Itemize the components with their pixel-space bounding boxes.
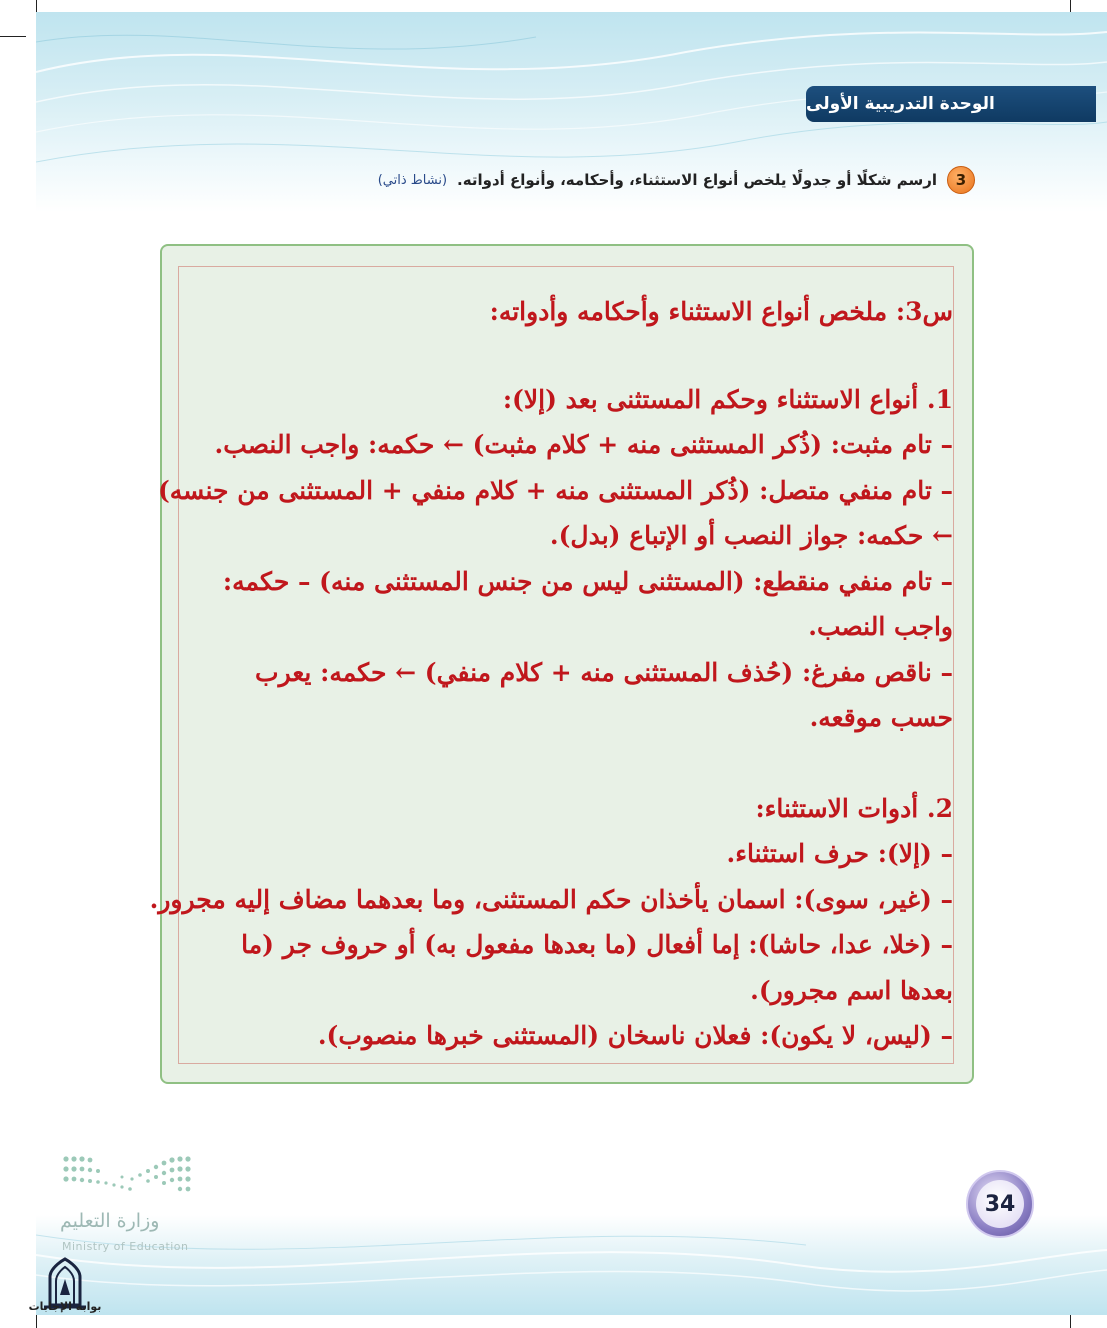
ministry-logo-icon (62, 1155, 196, 1197)
answer-line: ← حكمه: جواز النصب أو الإتباع (بدل). (549, 521, 953, 550)
crop-mark (0, 36, 26, 37)
ministry-name-english: Ministry of Education (62, 1240, 189, 1253)
answer-line: – (غير، سوى): اسمان يأخذان حكم المستثنى، وما بعدهما مضاف إليه مجرور. (149, 884, 953, 914)
answer-content (149, 266, 954, 1064)
page-number-badge (966, 1170, 1034, 1238)
page-number: 34 (976, 1180, 1024, 1228)
answer-line: – (إلا): حرف استثناء. (726, 839, 953, 868)
answer-line: – ناقص مفرغ: (حُذف المستثنى منه + كلام منفي) ← حكمه: يعرب (255, 657, 953, 687)
question-tag: (نشاط ذاتي) (377, 172, 448, 188)
answer-line: – (ليس، لا يكون): فعلان ناسخان (المستثنى خبرها منصوب). (317, 1021, 953, 1050)
answer-spacer (185, 741, 953, 786)
unit-title: الوحدة التدريبية الأولى (806, 94, 995, 114)
unit-title-banner (806, 86, 1096, 122)
answer-title: س3: ملخص أنواع الاستثناء وأحكامه وأدواته: (489, 297, 953, 326)
answer-line: حسب موقعه. (809, 703, 953, 732)
answer-line: – تام منفي متصل: (ذُكر المستثنى منه + كلام منفي + المستثنى من جنسه) (157, 475, 953, 505)
answer-line: – تام منفي منقطع: (المستثنى ليس من جنس المستثنى منه) – حكمه: (222, 566, 953, 596)
answer-line: – تام مثبت: (ذُكر المستثنى منه + كلام مثبت) ← حكمه: واجب النصب. (214, 430, 953, 459)
answer-line: 2. أدوات الاستثناء: (755, 793, 953, 823)
answer-line: 1. أنواع الاستثناء وحكم المستثنى بعد (إلا): (502, 384, 953, 414)
portal-name: بوابة الإجابات (28, 1300, 102, 1313)
answer-box (149, 244, 974, 1084)
question-number-badge: 3 (947, 166, 975, 194)
ministry-name-arabic: وزارة التعليم (60, 1210, 160, 1232)
answer-line: – (خلا، عدا، حاشا): إما أفعال (ما بعدها مفعول به) أو حروف جر (ما (241, 930, 953, 959)
answer-line: بعدها اسم مجرور). (750, 975, 953, 1005)
question-row (320, 165, 975, 195)
question-text: ارسم شكلًا أو جدولًا يلخص أنواع الاستثناء، وأحكامه، وأنواع أدواته. (457, 171, 937, 189)
answer-line: واجب النصب. (808, 612, 953, 641)
